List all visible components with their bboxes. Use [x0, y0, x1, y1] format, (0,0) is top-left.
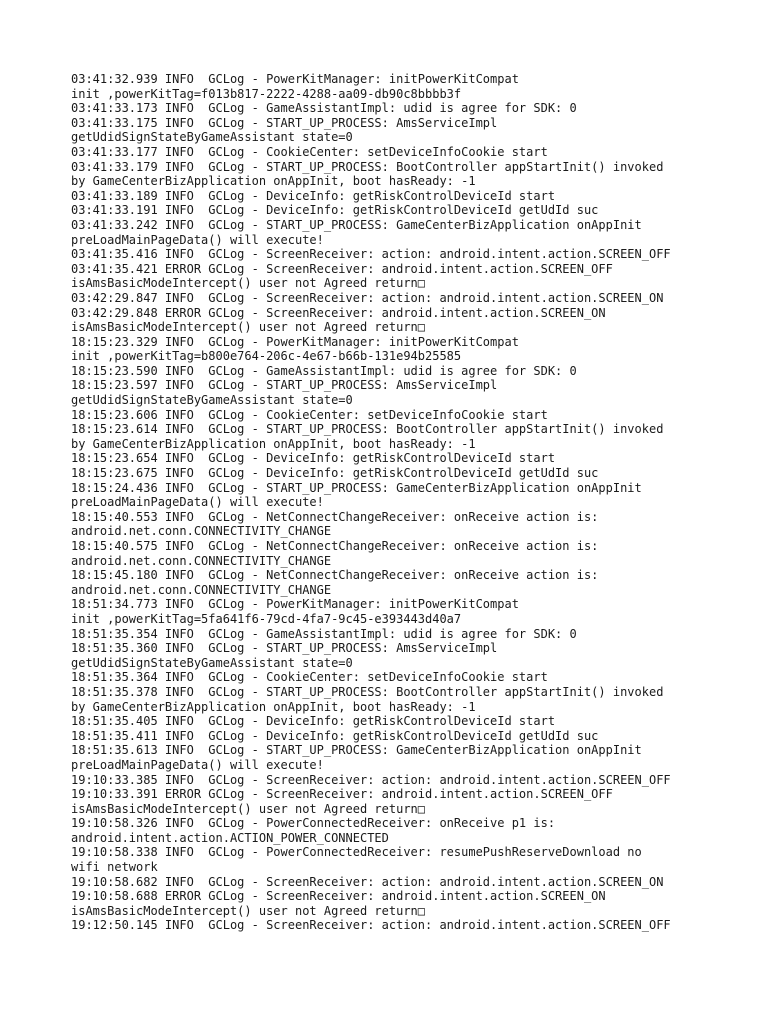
- log-line: 03:41:33.242 INFO GCLog - START_UP_PROCESS: GameCenterBizApplication onAppInit: [71, 217, 642, 232]
- log-line: isAmsBasicModeIntercept() user not Agreed return□: [71, 276, 426, 291]
- log-line: getUdidSignStateByGameAssistant state=0: [71, 130, 353, 145]
- log-line: 19:10:58.338 INFO GCLog - PowerConnectedReceiver: resumePushReserveDownload no: [71, 845, 642, 860]
- log-line: 03:41:33.177 INFO GCLog - CookieCenter: setDeviceInfoCookie start: [71, 144, 548, 159]
- log-line: 03:41:33.173 INFO GCLog - GameAssistantImpl: udid is agree for SDK: 0: [71, 101, 577, 116]
- log-line: 18:15:23.329 INFO GCLog - PowerKitManager: initPowerKitCompat: [71, 334, 519, 349]
- log-line: android.net.conn.CONNECTIVITY_CHANGE: [71, 524, 332, 539]
- log-line: 18:15:24.436 INFO GCLog - START_UP_PROCESS: GameCenterBizApplication onAppInit: [71, 480, 642, 495]
- log-line: 03:41:35.421 ERROR GCLog - ScreenReceiver: android.intent.action.SCREEN_OFF: [71, 261, 613, 276]
- log-line: 18:51:35.613 INFO GCLog - START_UP_PROCESS: GameCenterBizApplication onAppInit: [71, 743, 642, 758]
- log-line: android.net.conn.CONNECTIVITY_CHANGE: [71, 582, 332, 597]
- log-line: 18:51:35.405 INFO GCLog - DeviceInfo: getRiskControlDeviceId start: [71, 714, 556, 729]
- log-line: 18:15:23.606 INFO GCLog - CookieCenter: setDeviceInfoCookie start: [71, 407, 548, 422]
- log-line: 19:12:50.145 INFO GCLog - ScreenReceiver: action: android.intent.action.SCREEN_OFF: [71, 918, 671, 933]
- log-line: preLoadMainPageData() will execute!: [71, 757, 324, 772]
- log-line: by GameCenterBizApplication onAppInit, boot hasReady: -1: [71, 174, 476, 189]
- log-line: 03:42:29.847 INFO GCLog - ScreenReceiver: action: android.intent.action.SCREEN_ON: [71, 290, 664, 305]
- log-line: 03:41:32.939 INFO GCLog - PowerKitManager: initPowerKitCompat: [71, 72, 519, 86]
- log-line: 18:15:23.614 INFO GCLog - START_UP_PROCESS: BootController appStartInit() invoked: [71, 422, 664, 437]
- log-line: 18:15:23.597 INFO GCLog - START_UP_PROCESS: AmsServiceImpl: [71, 378, 498, 393]
- log-line: init ,powerKitTag=f013b817-2222-4288-aa09-db90c8bbbb3f: [71, 86, 462, 101]
- log-line: 19:10:58.326 INFO GCLog - PowerConnectedReceiver: onReceive p1 is:: [71, 816, 556, 831]
- log-line: by GameCenterBizApplication onAppInit, boot hasReady: -1: [71, 699, 476, 714]
- log-line: 19:10:58.682 INFO GCLog - ScreenReceiver: action: android.intent.action.SCREEN_ON: [71, 874, 664, 889]
- log-line: 03:41:33.179 INFO GCLog - START_UP_PROCESS: BootController appStartInit() invoked: [71, 159, 664, 174]
- log-line: wifi network: [71, 860, 158, 875]
- log-line: init ,powerKitTag=b800e764-206c-4e67-b66b-131e94b25585: [71, 349, 462, 364]
- log-line: init ,powerKitTag=5fa641f6-79cd-4fa7-9c45-e393443d40a7: [71, 611, 462, 626]
- log-line: 18:51:34.773 INFO GCLog - PowerKitManager: initPowerKitCompat: [71, 597, 519, 612]
- log-line: 18:51:35.378 INFO GCLog - START_UP_PROCESS: BootController appStartInit() invoked: [71, 684, 664, 699]
- log-line: isAmsBasicModeIntercept() user not Agreed return□: [71, 801, 426, 816]
- log-line: 18:15:45.180 INFO GCLog - NetConnectChangeReceiver: onReceive action is:: [71, 568, 599, 583]
- log-line: 03:41:33.191 INFO GCLog - DeviceInfo: getRiskControlDeviceId getUdId suc: [71, 203, 599, 218]
- log-line: android.net.conn.CONNECTIVITY_CHANGE: [71, 553, 332, 568]
- log-body: [71, 72, 761, 933]
- log-line: preLoadMainPageData() will execute!: [71, 232, 324, 247]
- log-line: 18:51:35.364 INFO GCLog - CookieCenter: setDeviceInfoCookie start: [71, 670, 548, 685]
- log-line: 18:15:23.590 INFO GCLog - GameAssistantImpl: udid is agree for SDK: 0: [71, 363, 577, 378]
- log-line: 03:42:29.848 ERROR GCLog - ScreenReceiver: android.intent.action.SCREEN_ON: [71, 305, 606, 320]
- log-line: 18:51:35.354 INFO GCLog - GameAssistantImpl: udid is agree for SDK: 0: [71, 626, 577, 641]
- log-line: isAmsBasicModeIntercept() user not Agreed return□: [71, 320, 426, 335]
- log-line: 03:41:33.189 INFO GCLog - DeviceInfo: getRiskControlDeviceId start: [71, 188, 556, 203]
- log-line: by GameCenterBizApplication onAppInit, boot hasReady: -1: [71, 436, 476, 451]
- log-line: 03:41:33.175 INFO GCLog - START_UP_PROCESS: AmsServiceImpl: [71, 115, 498, 130]
- log-line: 18:15:23.675 INFO GCLog - DeviceInfo: getRiskControlDeviceId getUdId suc: [71, 466, 599, 481]
- log-line: 18:15:23.654 INFO GCLog - DeviceInfo: getRiskControlDeviceId start: [71, 451, 556, 466]
- log-line: 19:10:58.688 ERROR GCLog - ScreenReceiver: android.intent.action.SCREEN_ON: [71, 889, 606, 904]
- log-line: 18:51:35.360 INFO GCLog - START_UP_PROCESS: AmsServiceImpl: [71, 641, 498, 656]
- log-line: 19:10:33.391 ERROR GCLog - ScreenReceiver: android.intent.action.SCREEN_OFF: [71, 787, 613, 802]
- log-line: 18:51:35.411 INFO GCLog - DeviceInfo: getRiskControlDeviceId getUdId suc: [71, 728, 599, 743]
- log-line: preLoadMainPageData() will execute!: [71, 495, 324, 510]
- log-document: [71, 72, 761, 933]
- log-line: getUdidSignStateByGameAssistant state=0: [71, 655, 353, 670]
- log-line: 03:41:35.416 INFO GCLog - ScreenReceiver: action: android.intent.action.SCREEN_OFF: [71, 247, 671, 262]
- log-line: 18:15:40.575 INFO GCLog - NetConnectChangeReceiver: onReceive action is:: [71, 539, 599, 553]
- log-line: android.intent.action.ACTION_POWER_CONNECTED: [71, 830, 389, 845]
- log-line: isAmsBasicModeIntercept() user not Agreed return□: [71, 903, 426, 918]
- log-line: getUdidSignStateByGameAssistant state=0: [71, 393, 353, 408]
- log-line: 19:10:33.385 INFO GCLog - ScreenReceiver: action: android.intent.action.SCREEN_OFF: [71, 772, 671, 787]
- log-line: 18:15:40.553 INFO GCLog - NetConnectChangeReceiver: onReceive action is:: [71, 509, 599, 524]
